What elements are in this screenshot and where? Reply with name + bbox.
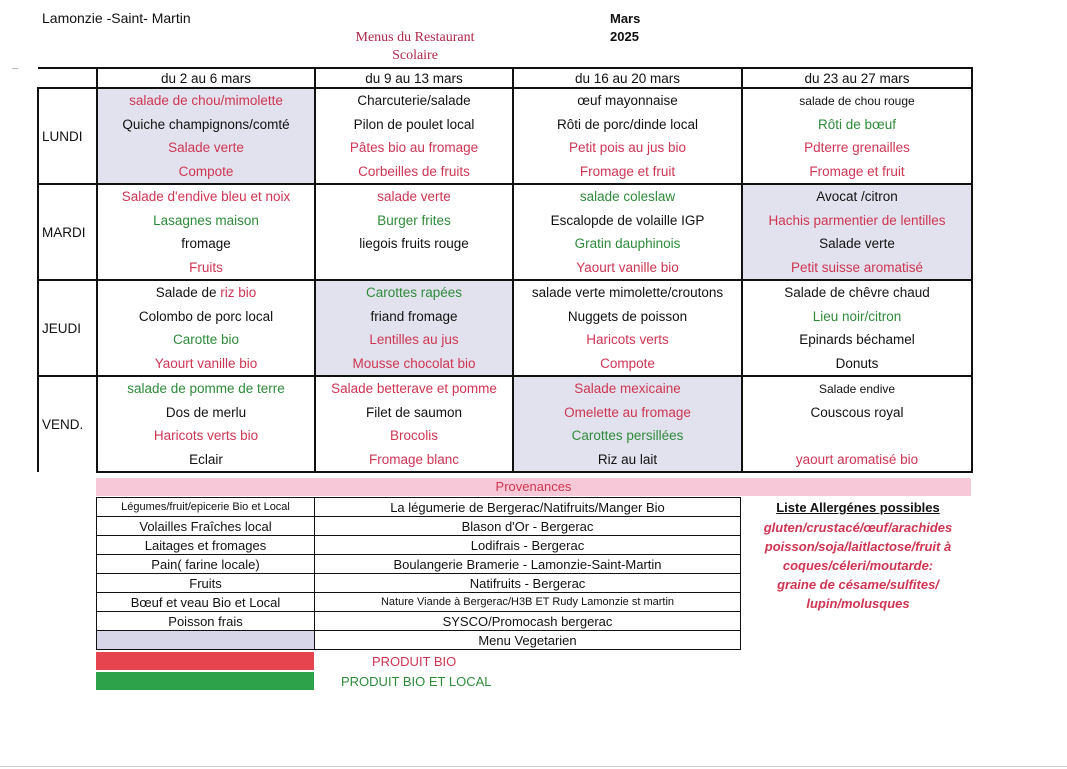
allergens-line: lupin/molusques	[806, 596, 910, 611]
menu-cell	[742, 88, 972, 113]
menu-cell	[513, 160, 742, 185]
provenance-source: Menu Vegetarien	[315, 631, 741, 650]
dish: Salade endive	[818, 381, 896, 396]
dish: Lentilles au jus	[369, 332, 459, 348]
menu-cell	[742, 280, 972, 305]
menu-cell	[97, 232, 315, 256]
day-label: JEUDI	[38, 280, 97, 376]
provenance-row	[97, 517, 741, 536]
dish: Burger frites	[377, 212, 451, 228]
menu-cell	[513, 209, 742, 233]
menu-cell	[97, 401, 315, 425]
week-header: du 23 au 27 mars	[742, 68, 972, 88]
menu-row	[38, 256, 972, 281]
year: 2025	[610, 29, 639, 44]
menu-row	[38, 88, 972, 113]
dish: yaourt aromatisé bio	[795, 451, 919, 467]
provenance-category	[97, 631, 315, 650]
dish: Mousse chocolat bio	[352, 355, 476, 371]
dish: Carottes persillées	[571, 428, 684, 444]
provenance-row	[97, 631, 741, 650]
dish: Avocat /citron	[816, 189, 898, 205]
day-label: LUNDI	[38, 88, 97, 184]
menu-cell	[315, 256, 513, 281]
menu-cell	[513, 401, 742, 425]
legend-bio-local-swatch	[96, 672, 314, 690]
dish: Dos de merlu	[165, 404, 247, 420]
dish: Salade verte	[168, 140, 244, 156]
provenance-row	[97, 574, 741, 593]
allergens-title: Liste Allergénes possibles	[776, 500, 940, 515]
corner-cell	[38, 68, 97, 88]
page-title	[330, 29, 500, 65]
dish: Haricots verts	[586, 332, 669, 348]
dish: Epinards béchamel	[799, 332, 915, 348]
dish: Pâtes bio au fromage	[349, 140, 479, 156]
week-header: du 16 au 20 mars	[513, 68, 742, 88]
week-header: du 9 au 13 mars	[315, 68, 513, 88]
menu-cell	[513, 113, 742, 137]
menu-cell	[742, 256, 972, 281]
menu-cell	[315, 209, 513, 233]
dish: Carotte bio	[172, 332, 240, 348]
legend-bio-local-label: PRODUIT BIO ET LOCAL	[341, 674, 492, 689]
dish: Escalopde de volaille IGP	[550, 212, 705, 228]
dish: Colombo de porc local	[138, 308, 274, 324]
menu-cell	[315, 136, 513, 160]
menu-row	[38, 113, 972, 137]
dish: Couscous royal	[810, 404, 904, 420]
provenance-category: Bœuf et veau Bio et Local	[97, 593, 315, 612]
menu-cell	[97, 88, 315, 113]
provenance-row	[97, 498, 741, 517]
dish: Petit pois au jus bio	[568, 140, 687, 156]
dish: Brocolis	[389, 428, 438, 444]
menu-cell	[97, 113, 315, 137]
menu-cell	[742, 376, 972, 401]
menu-cell	[513, 256, 742, 281]
menu-cell	[315, 305, 513, 329]
dish: Rôti de porc/dinde local	[556, 116, 699, 132]
dish: salade de pomme de terre	[127, 381, 285, 397]
dish: Charcuterie/salade	[357, 93, 471, 109]
menu-cell	[315, 448, 513, 473]
dish: Filet de saumon	[365, 404, 463, 420]
dish: Pdterre grenailles	[804, 140, 910, 156]
provenance-source: Lodifrais - Bergerac	[315, 536, 741, 555]
dish: Petit suisse aromatisé	[790, 259, 924, 275]
scan-mark	[12, 68, 18, 69]
provenance-source: Blason d'Or - Bergerac	[315, 517, 741, 536]
menu-cell	[97, 376, 315, 401]
dish: Eclair	[189, 451, 223, 467]
provenance-category: Légumes/fruit/epicerie Bio et Local	[97, 498, 315, 517]
menu-cell	[513, 136, 742, 160]
menu-cell	[97, 184, 315, 209]
dish: Salade d'endive bleu et noix	[121, 189, 291, 205]
month: Mars	[610, 11, 641, 26]
menu-cell	[97, 328, 315, 352]
menu-row	[38, 209, 972, 233]
menu-cell	[97, 160, 315, 185]
provenance-row	[97, 536, 741, 555]
menu-cell	[315, 113, 513, 137]
week-header-row	[38, 68, 972, 88]
provenance-row	[97, 612, 741, 631]
menu-cell	[742, 305, 972, 329]
menu-cell	[97, 209, 315, 233]
town-name: Lamonzie -Saint- Martin	[42, 10, 191, 26]
dish: Fromage blanc	[368, 451, 460, 467]
menu-cell	[513, 448, 742, 473]
menu-cell	[315, 401, 513, 425]
menu-cell	[513, 232, 742, 256]
allergens-line: coques/céleri/moutarde:	[782, 558, 934, 573]
dish: salade verte mimolette/croutons	[531, 285, 724, 301]
dish: Salade betterave et pomme	[331, 381, 497, 397]
dish-prefix: Salade de	[155, 285, 221, 301]
dish: salade de chou rouge	[799, 93, 915, 108]
dish: Salade mexicaine	[574, 381, 681, 397]
dish: Compote	[600, 355, 655, 371]
dish: Fromage et fruit	[809, 163, 905, 179]
dish: Compote	[178, 163, 234, 179]
dish: Salade verte	[819, 236, 895, 252]
dish: riz bio	[220, 285, 257, 301]
dish: fromage	[181, 236, 231, 252]
dish: Haricots verts bio	[153, 428, 259, 444]
dish: Donuts	[835, 355, 879, 371]
menu-row	[38, 448, 972, 473]
dish: Yaourt vanille bio	[154, 355, 258, 371]
provenance-source: Natifruits - Bergerac	[315, 574, 741, 593]
dish: Hachis parmentier de lentilles	[768, 212, 946, 228]
menu-cell	[513, 424, 742, 448]
menu-row	[38, 376, 972, 401]
menu-cell	[513, 88, 742, 113]
dish: œuf mayonnaise	[577, 93, 678, 109]
provenance-source: Nature Viande à Bergerac/H3B ET Rudy Lamonzie st martin	[315, 593, 741, 612]
menu-cell	[97, 352, 315, 377]
allergens-line: graine de césame/sulfites/	[777, 577, 939, 592]
menu-row	[38, 160, 972, 185]
menu-cell	[742, 448, 972, 473]
menu-cell	[742, 209, 972, 233]
provenance-source: Boulangerie Bramerie - Lamonzie-Saint-Martin	[315, 555, 741, 574]
menu-cell	[315, 88, 513, 113]
menu-row	[38, 136, 972, 160]
menu-cell	[315, 376, 513, 401]
dish: salade coleslaw	[579, 189, 676, 205]
menu-cell	[742, 184, 972, 209]
legend-bio-label: PRODUIT BIO	[372, 654, 457, 669]
menu-cell	[513, 328, 742, 352]
menu-cell	[742, 352, 972, 377]
menu-cell	[315, 328, 513, 352]
menu-cell	[513, 280, 742, 305]
menu-cell	[315, 232, 513, 256]
menu-row	[38, 184, 972, 209]
dish: Pilon de poulet local	[353, 116, 475, 132]
menu-cell	[513, 376, 742, 401]
title-line-1: Menus du Restaurant	[355, 30, 475, 45]
page-bottom-rule	[0, 766, 1067, 767]
week-header: du 2 au 6 mars	[97, 68, 315, 88]
menu-row	[38, 280, 972, 305]
dish: Gratin dauphinois	[574, 236, 681, 252]
dish: liegois fruits rouge	[359, 236, 469, 252]
dish: Lieu noir/citron	[812, 308, 902, 324]
menu-cell	[742, 113, 972, 137]
allergens-list	[748, 518, 968, 613]
dish: Quiche champignons/comté	[122, 116, 290, 132]
provenance-row	[97, 555, 741, 574]
provenance-source: La légumerie de Bergerac/Natifruits/Manger Bio	[315, 498, 741, 517]
provenance-source: SYSCO/Promocash bergerac	[315, 612, 741, 631]
menu-row	[38, 328, 972, 352]
menu-cell	[315, 280, 513, 305]
provenance-category: Volailles Fraîches local	[97, 517, 315, 536]
dish: salade verte	[377, 189, 451, 205]
menu-table	[37, 67, 973, 473]
menu-cell	[97, 424, 315, 448]
menu-cell	[742, 160, 972, 185]
provenances-header: Provenances	[96, 478, 971, 496]
dish: Fruits	[189, 259, 223, 275]
menu-cell	[315, 160, 513, 185]
title-line-2: Scolaire	[392, 48, 438, 63]
dish: Riz au lait	[597, 451, 658, 467]
dish: Lasagnes maison	[153, 212, 259, 228]
menu-cell	[97, 256, 315, 281]
provenance-category: Pain( farine locale)	[97, 555, 315, 574]
dish: friand fromage	[370, 308, 458, 324]
menu-cell	[513, 352, 742, 377]
provenance-category: Laitages et fromages	[97, 536, 315, 555]
provenance-category: Poisson frais	[97, 612, 315, 631]
allergens-line: gluten/crustacé/œuf/arachides	[763, 520, 953, 535]
day-label: MARDI	[38, 184, 97, 280]
menu-cell	[742, 424, 972, 448]
month-year	[610, 10, 640, 46]
menu-cell	[742, 328, 972, 352]
menu-cell	[97, 136, 315, 160]
menu-row	[38, 401, 972, 425]
day-label: VEND.	[38, 376, 97, 472]
menu-cell	[315, 424, 513, 448]
menu-cell	[97, 280, 315, 305]
dish: Yaourt vanille bio	[576, 259, 679, 275]
legend-bio-swatch	[96, 652, 314, 670]
menu-cell	[742, 136, 972, 160]
provenance-category: Fruits	[97, 574, 315, 593]
menu-cell	[97, 305, 315, 329]
allergens-line: poisson/soja/laitlactose/fruit à	[764, 539, 952, 554]
dish: Fromage et fruit	[579, 163, 676, 179]
menu-row	[38, 305, 972, 329]
menu-cell	[742, 232, 972, 256]
provenance-row	[97, 593, 741, 612]
dish: salade de chou/mimolette	[129, 93, 283, 109]
dish: Corbeilles de fruits	[358, 163, 470, 179]
menu-cell	[513, 305, 742, 329]
menu-cell	[97, 448, 315, 473]
dish: Carottes rapées	[365, 285, 463, 301]
menu-cell	[742, 401, 972, 425]
menu-row	[38, 424, 972, 448]
dish: Nuggets de poisson	[567, 308, 688, 324]
menu-cell	[315, 184, 513, 209]
dish: Omelette au fromage	[564, 404, 691, 420]
menu-cell	[513, 184, 742, 209]
dish: Rôti de bœuf	[817, 116, 897, 132]
provenances-table	[96, 497, 741, 650]
dish: Salade de chêvre chaud	[784, 285, 930, 301]
menu-cell	[315, 352, 513, 377]
menu-row	[38, 352, 972, 377]
menu-row	[38, 232, 972, 256]
